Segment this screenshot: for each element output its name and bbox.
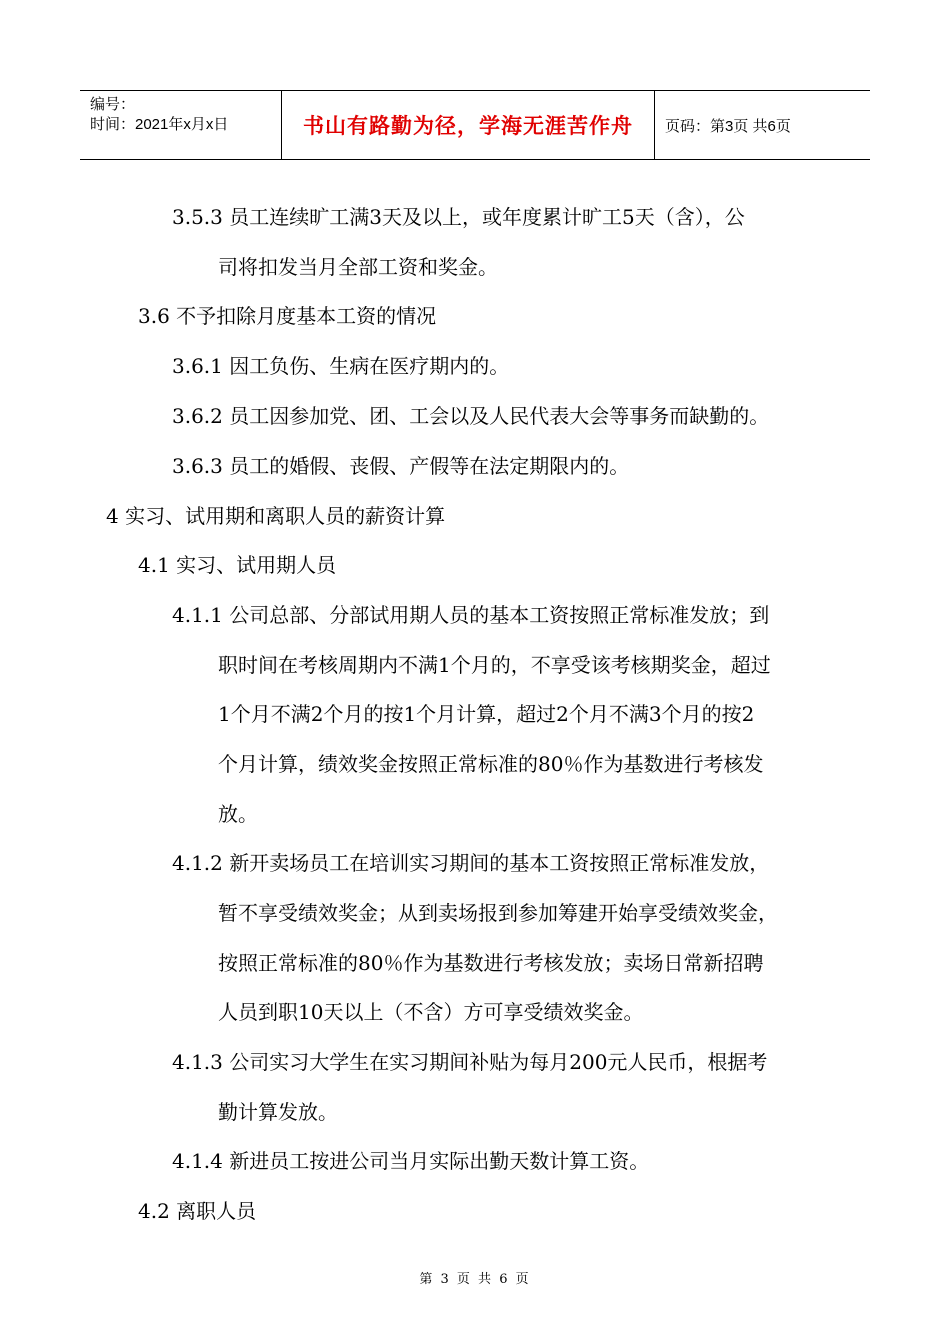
- header-motto-cell: [281, 91, 655, 159]
- section-4-2-heading: 4.2 离职人员: [138, 1199, 257, 1223]
- page-footer: [0, 1268, 950, 1287]
- header-page-cell: [655, 91, 870, 159]
- clause-4-1-3-line-2: 勤计算发放。: [218, 1100, 338, 1124]
- clause-3-6-2: 3.6.2 员工因参加党、团、工会以及人民代表大会等事务而缺勤的。: [172, 404, 770, 428]
- clause-4-1-2-line-4: 人员到职10天以上（不含）方可享受绩效奖金。: [218, 1000, 644, 1024]
- clause-3-5-3-line-1: 3.5.3 员工连续旷工满3天及以上，或年度累计旷工5天（含），公: [172, 205, 745, 229]
- section-4-1-heading: 4.1 实习、试用期人员: [138, 553, 337, 577]
- clause-3-6-3: 3.6.3 员工的婚假、丧假、产假等在法定期限内的。: [172, 454, 630, 478]
- section-3-6-heading: 3.6 不予扣除月度基本工资的情况: [138, 304, 437, 328]
- clause-4-1-2-line-2: 暂不享受绩效奖金；从到卖场报到参加筹建开始享受绩效奖金，: [218, 901, 778, 925]
- clause-3-5-3-line-2: 司将扣发当月全部工资和奖金。: [218, 255, 498, 279]
- clause-4-1-2-line-1: 4.1.2 新开卖场员工在培训实习期间的基本工资按照正常标准发放，: [172, 851, 770, 875]
- clause-4-1-1-line-3: 1个月不满2个月的按1个月计算，超过2个月不满3个月的按2: [218, 702, 755, 726]
- serial-number-label: 编号：: [90, 96, 136, 113]
- clause-4-1-1-line-5: 放。: [218, 802, 258, 826]
- clause-4-1-2-line-3: 按照正常标准的80％作为基数进行考核发放；卖场日常新招聘: [218, 951, 764, 975]
- section-4-heading: 4 实习、试用期和离职人员的薪资计算: [106, 504, 446, 528]
- clause-3-6-1: 3.6.1 因工负伤、生病在医疗期内的。: [172, 354, 510, 378]
- clause-4-1-4: 4.1.4 新进员工按进公司当月实际出勤天数计算工资。: [172, 1149, 650, 1173]
- clause-4-1-1-line-4: 个月计算，绩效奖金按照正常标准的80％作为基数进行考核发: [218, 752, 764, 776]
- clause-4-1-1-line-1: 4.1.1 公司总部、分部试用期人员的基本工资按照正常标准发放；到: [172, 603, 770, 627]
- footer-page-number: 第 3 页 共 6 页: [419, 1272, 531, 1287]
- document-header: [80, 90, 870, 160]
- header-page-info: 页码：第3页 共6页: [665, 117, 791, 135]
- header-meta-cell: [80, 91, 281, 159]
- date-line: 时间：2021年x月x日: [90, 116, 229, 133]
- motto-text: 书山有路勤为径，学海无涯苦作舟: [303, 115, 633, 138]
- clause-4-1-3-line-1: 4.1.3 公司实习大学生在实习期间补贴为每月200元人民币，根据考: [172, 1050, 768, 1074]
- clause-4-1-1-line-2: 职时间在考核周期内不满1个月的，不享受该考核期奖金，超过: [218, 653, 771, 677]
